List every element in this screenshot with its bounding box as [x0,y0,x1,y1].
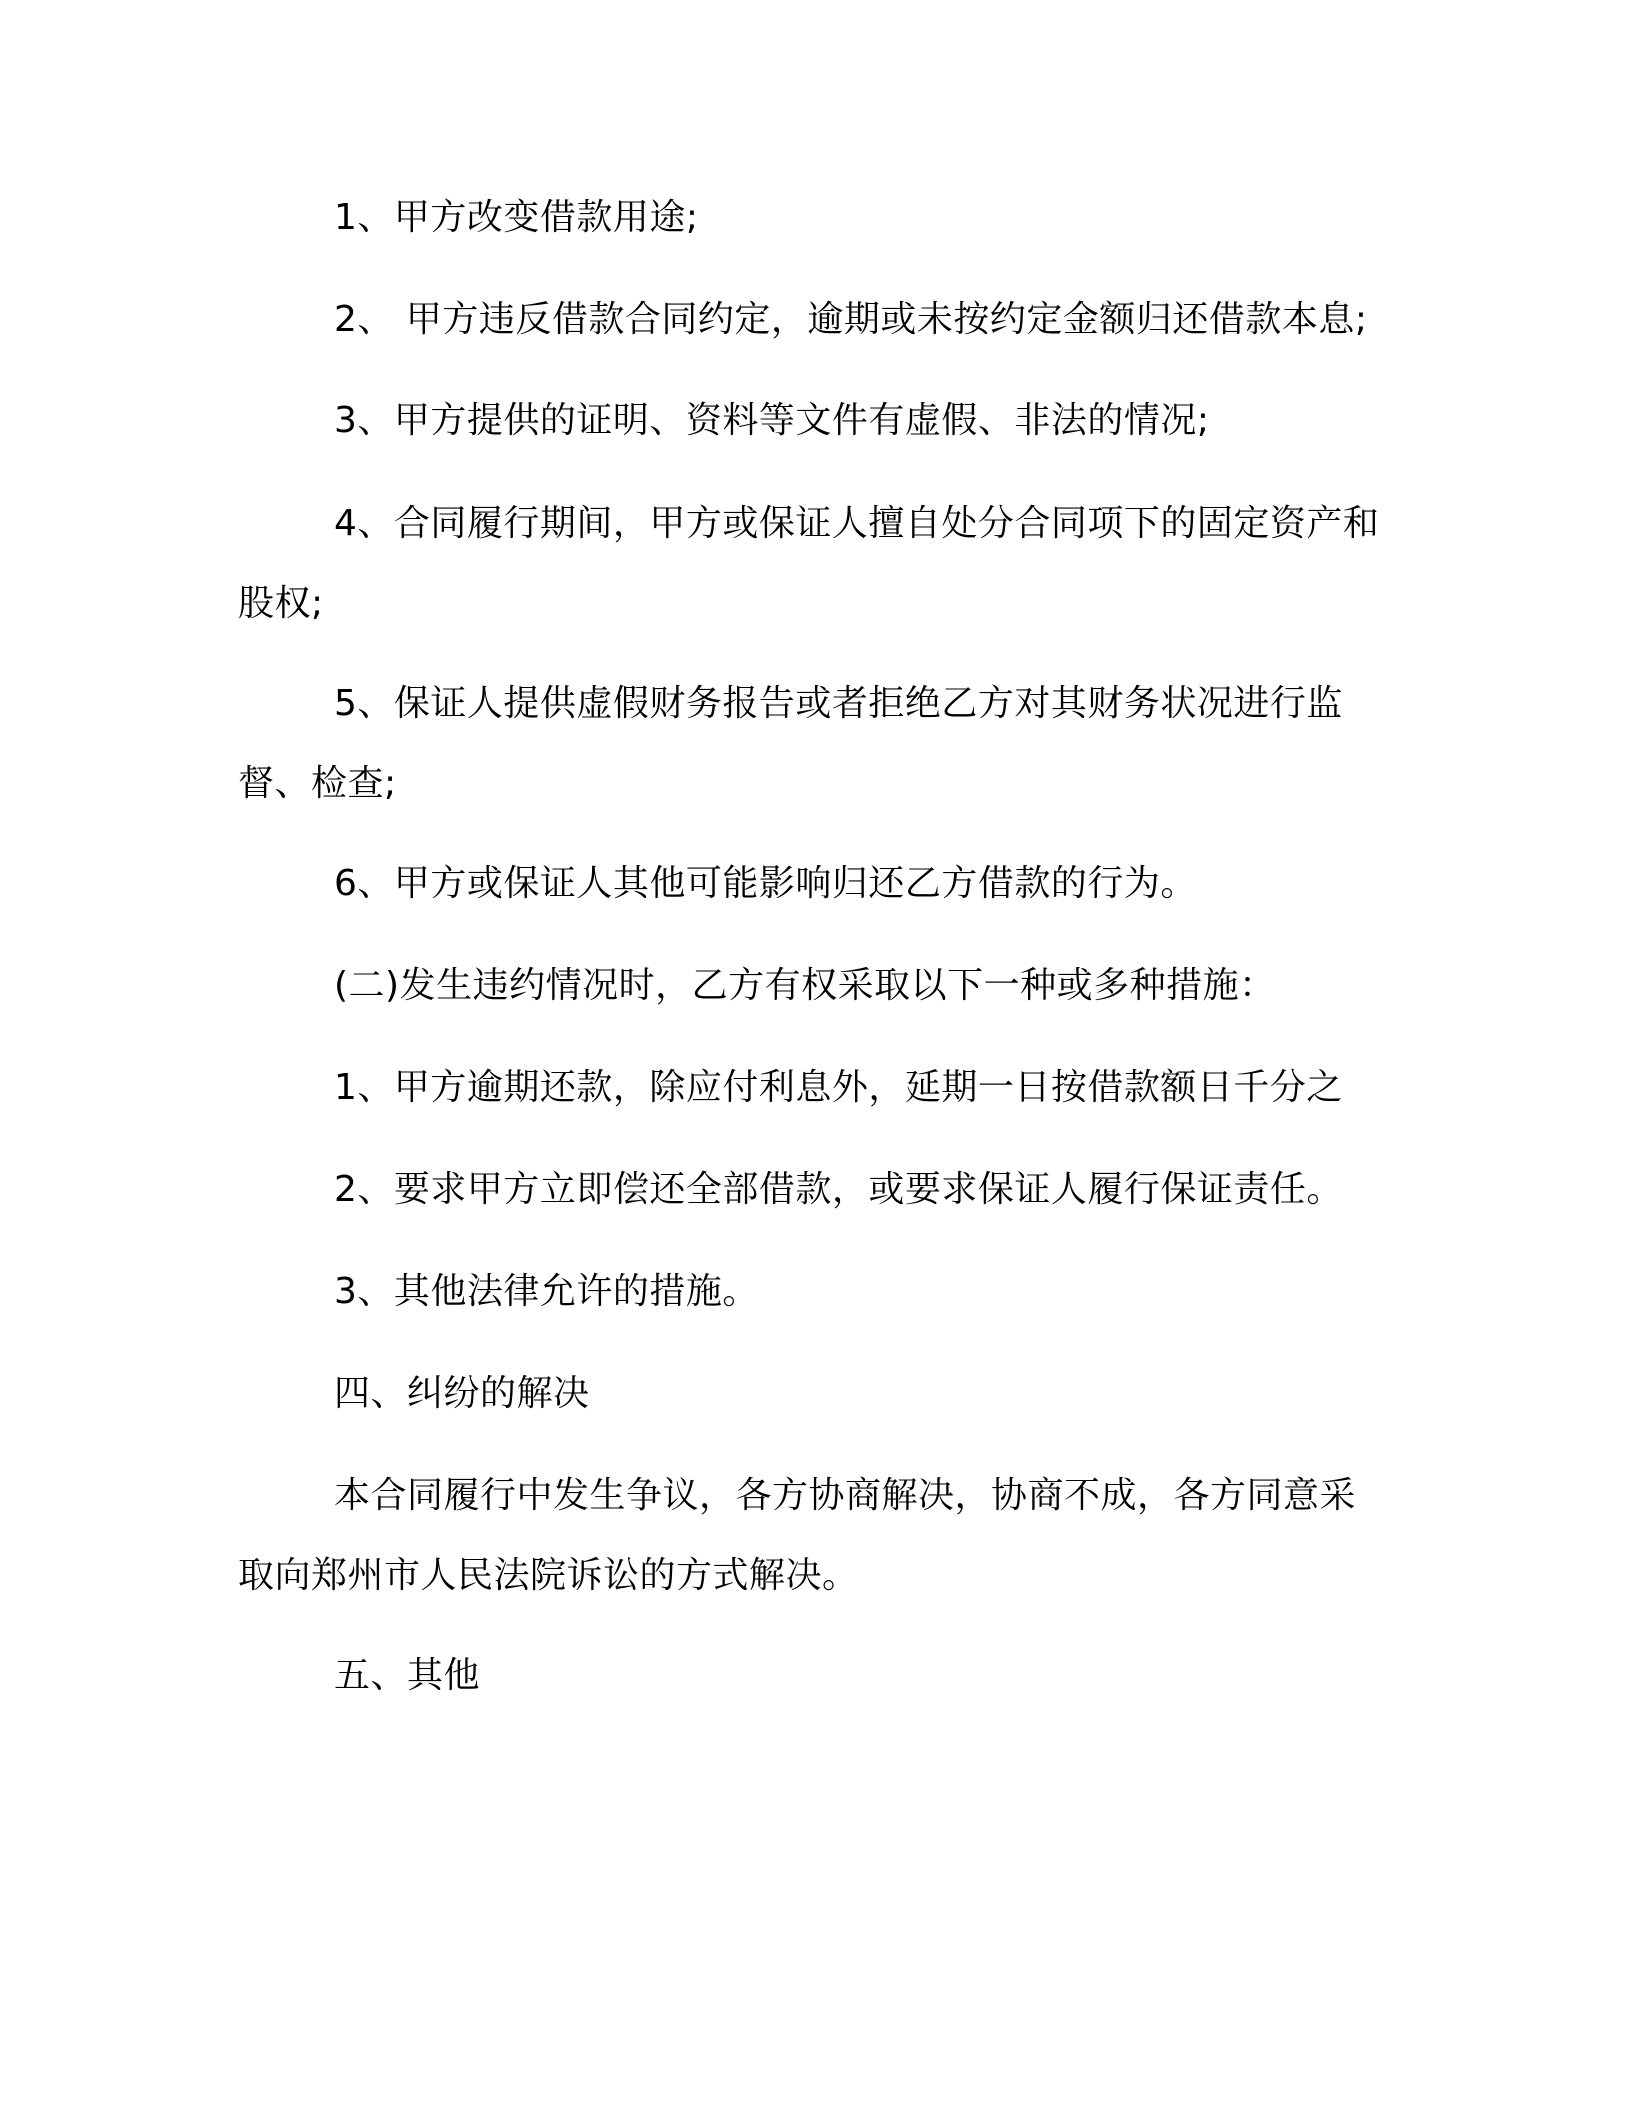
heading-other: 五、其他 [334,1655,481,1696]
paragraph-measure-1: 1、甲方逾期还款，除应付利息外，延期一日按借款额日千分之 [334,1067,1343,1108]
paragraph-item-1: 1、甲方改变借款用途; [334,197,699,238]
paragraph-dispute-text: 本合同履行中发生争议，各方协商解决，协商不成，各方同意采取向郑州市人民法院诉讼的方式解决。 [238,1475,1357,1596]
paragraph-item-3: 3、甲方提供的证明、资料等文件有虚假、非法的情况; [334,400,1210,441]
paragraph-measure-2: 2、要求甲方立即偿还全部借款，或要求保证人履行保证责任。 [334,1169,1343,1210]
paragraph-section-2: (二)发生违约情况时，乙方有权采取以下一种或多种措施： [334,965,1276,1006]
heading-dispute-resolution: 四、纠纷的解决 [334,1373,590,1414]
paragraph-item-5: 5、保证人提供虚假财务报告或者拒绝乙方对其财务状况进行监督、检查; [238,683,1343,804]
paragraph-item-2: 2、 甲方违反借款合同约定，逾期或未按约定金额归还借款本息; [334,299,1368,340]
paragraph-item-6: 6、甲方或保证人其他可能影响归还乙方借款的行为。 [334,863,1197,904]
paragraph-measure-3: 3、其他法律允许的措施。 [334,1271,759,1312]
paragraph-item-4: 4、合同履行期间，甲方或保证人擅自处分合同项下的固定资产和股权; [238,503,1380,624]
